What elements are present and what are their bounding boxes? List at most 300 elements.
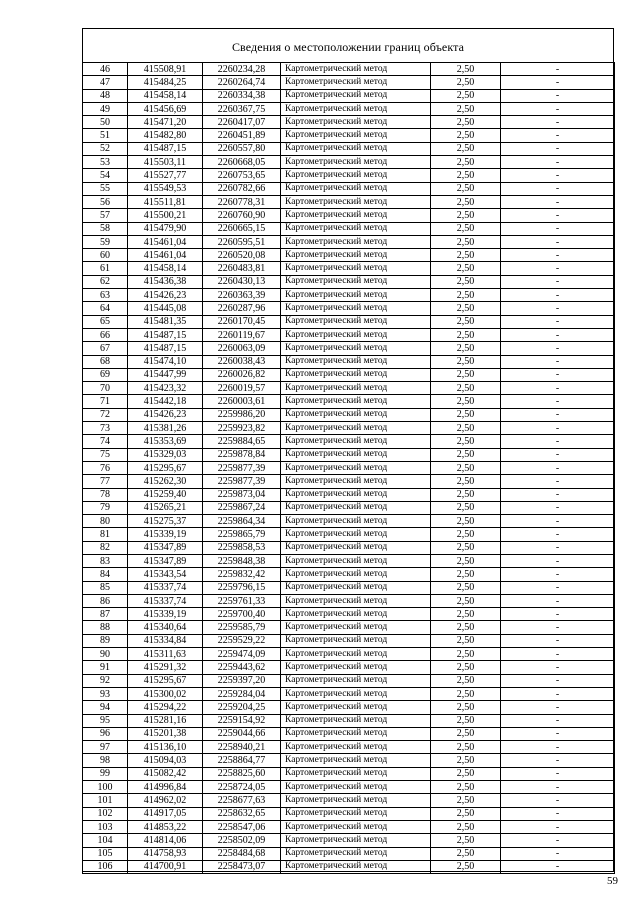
table-row (83, 382, 615, 395)
x-coordinate-cell: 415423,32 (128, 382, 203, 395)
x-coordinate-cell: 414853,22 (128, 820, 203, 833)
description-cell: - (501, 834, 615, 847)
table-row (83, 554, 615, 567)
description-cell: - (501, 687, 615, 700)
method-cell: Картометрический метод (281, 235, 431, 248)
x-coordinate-cell: 415300,02 (128, 687, 203, 700)
y-coordinate-cell: 2260026,82 (203, 368, 281, 381)
x-coordinate-cell: 415549,53 (128, 182, 203, 195)
method-cell: Картометрический метод (281, 156, 431, 169)
point-number-cell: 76 (83, 461, 128, 474)
method-cell: Картометрический метод (281, 142, 431, 155)
point-number-cell: 58 (83, 222, 128, 235)
description-cell: - (501, 315, 615, 328)
y-coordinate-cell: 2260367,75 (203, 102, 281, 115)
point-number-cell: 50 (83, 116, 128, 129)
table-row (83, 488, 615, 501)
description-cell: - (501, 328, 615, 341)
accuracy-cell: 2,50 (431, 541, 501, 554)
x-coordinate-cell: 415479,90 (128, 222, 203, 235)
y-coordinate-cell: 2260287,96 (203, 302, 281, 315)
description-cell: - (501, 820, 615, 833)
point-number-cell: 65 (83, 315, 128, 328)
method-cell: Картометрический метод (281, 169, 431, 182)
method-cell: Картометрический метод (281, 794, 431, 807)
accuracy-cell: 2,50 (431, 661, 501, 674)
accuracy-cell: 2,50 (431, 448, 501, 461)
point-number-cell: 52 (83, 142, 128, 155)
y-coordinate-cell: 2259761,33 (203, 594, 281, 607)
y-coordinate-cell: 2260003,61 (203, 395, 281, 408)
description-cell: - (501, 195, 615, 208)
point-number-cell: 66 (83, 328, 128, 341)
table-row (83, 142, 615, 155)
table-row (83, 422, 615, 435)
table-row (83, 461, 615, 474)
table-row (83, 249, 615, 262)
y-coordinate-cell: 2260119,67 (203, 328, 281, 341)
accuracy-cell: 2,50 (431, 195, 501, 208)
accuracy-cell: 2,50 (431, 102, 501, 115)
table-row (83, 116, 615, 129)
point-number-cell: 70 (83, 382, 128, 395)
method-cell: Картометрический метод (281, 767, 431, 780)
method-cell: Картометрический метод (281, 847, 431, 860)
x-coordinate-cell: 415442,18 (128, 395, 203, 408)
table-row (83, 408, 615, 421)
point-number-cell: 71 (83, 395, 128, 408)
method-cell: Картометрический метод (281, 820, 431, 833)
method-cell: Картометрический метод (281, 674, 431, 687)
description-cell: - (501, 249, 615, 262)
point-number-cell: 63 (83, 289, 128, 302)
description-cell: - (501, 554, 615, 567)
method-cell: Картометрический метод (281, 834, 431, 847)
x-coordinate-cell: 415436,38 (128, 275, 203, 288)
description-cell: - (501, 475, 615, 488)
description-cell: - (501, 395, 615, 408)
point-number-cell: 93 (83, 687, 128, 700)
method-cell: Картометрический метод (281, 209, 431, 222)
point-number-cell: 88 (83, 621, 128, 634)
method-cell: Картометрический метод (281, 315, 431, 328)
accuracy-cell: 2,50 (431, 528, 501, 541)
y-coordinate-cell: 2259877,39 (203, 475, 281, 488)
x-coordinate-cell: 414814,06 (128, 834, 203, 847)
x-coordinate-cell: 414758,93 (128, 847, 203, 860)
point-number-cell: 49 (83, 102, 128, 115)
description-cell: - (501, 581, 615, 594)
x-coordinate-cell: 415340,64 (128, 621, 203, 634)
y-coordinate-cell: 2260038,43 (203, 355, 281, 368)
table-row (83, 528, 615, 541)
method-cell: Картометрический метод (281, 302, 431, 315)
x-coordinate-cell: 415295,67 (128, 461, 203, 474)
method-cell: Картометрический метод (281, 581, 431, 594)
point-number-cell: 60 (83, 249, 128, 262)
y-coordinate-cell: 2259848,38 (203, 554, 281, 567)
y-coordinate-cell: 2259204,25 (203, 701, 281, 714)
table-row (83, 302, 615, 315)
method-cell: Картометрический метод (281, 76, 431, 89)
method-cell: Картометрический метод (281, 422, 431, 435)
accuracy-cell: 2,50 (431, 714, 501, 727)
method-cell: Картометрический метод (281, 63, 431, 76)
x-coordinate-cell: 415275,37 (128, 515, 203, 528)
accuracy-cell: 2,50 (431, 648, 501, 661)
x-coordinate-cell: 415311,63 (128, 648, 203, 661)
method-cell: Картометрический метод (281, 634, 431, 647)
description-cell: - (501, 621, 615, 634)
accuracy-cell: 2,50 (431, 262, 501, 275)
accuracy-cell: 2,50 (431, 302, 501, 315)
accuracy-cell: 2,50 (431, 781, 501, 794)
x-coordinate-cell: 415339,19 (128, 608, 203, 621)
description-cell: - (501, 422, 615, 435)
description-cell: - (501, 847, 615, 860)
method-cell: Картометрический метод (281, 275, 431, 288)
method-cell: Картометрический метод (281, 528, 431, 541)
y-coordinate-cell: 2260665,15 (203, 222, 281, 235)
method-cell: Картометрический метод (281, 182, 431, 195)
method-cell: Картометрический метод (281, 741, 431, 754)
description-cell: - (501, 528, 615, 541)
accuracy-cell: 2,50 (431, 129, 501, 142)
description-cell: - (501, 142, 615, 155)
accuracy-cell: 2,50 (431, 581, 501, 594)
y-coordinate-cell: 2260668,05 (203, 156, 281, 169)
table-row (83, 687, 615, 700)
table-row (83, 195, 615, 208)
accuracy-cell: 2,50 (431, 860, 501, 873)
accuracy-cell: 2,50 (431, 594, 501, 607)
description-cell: - (501, 89, 615, 102)
description-cell: - (501, 515, 615, 528)
description-cell: - (501, 382, 615, 395)
accuracy-cell: 2,50 (431, 182, 501, 195)
description-cell: - (501, 408, 615, 421)
description-cell: - (501, 182, 615, 195)
table-row (83, 475, 615, 488)
table-row (83, 129, 615, 142)
table-row (83, 342, 615, 355)
x-coordinate-cell: 415527,77 (128, 169, 203, 182)
x-coordinate-cell: 414962,02 (128, 794, 203, 807)
description-cell: - (501, 116, 615, 129)
accuracy-cell: 2,50 (431, 368, 501, 381)
accuracy-cell: 2,50 (431, 169, 501, 182)
x-coordinate-cell: 415082,42 (128, 767, 203, 780)
method-cell: Картометрический метод (281, 568, 431, 581)
description-cell: - (501, 129, 615, 142)
x-coordinate-cell: 415482,80 (128, 129, 203, 142)
accuracy-cell: 2,50 (431, 222, 501, 235)
x-coordinate-cell: 415201,38 (128, 727, 203, 740)
accuracy-cell: 2,50 (431, 767, 501, 780)
point-number-cell: 96 (83, 727, 128, 740)
point-number-cell: 102 (83, 807, 128, 820)
y-coordinate-cell: 2260019,57 (203, 382, 281, 395)
table-row (83, 847, 615, 860)
method-cell: Картометрический метод (281, 860, 431, 873)
point-number-cell: 89 (83, 634, 128, 647)
x-coordinate-cell: 415381,26 (128, 422, 203, 435)
accuracy-cell: 2,50 (431, 475, 501, 488)
table-row (83, 648, 615, 661)
x-coordinate-cell: 415347,89 (128, 541, 203, 554)
accuracy-cell: 2,50 (431, 63, 501, 76)
description-cell: - (501, 169, 615, 182)
point-number-cell: 105 (83, 847, 128, 860)
point-number-cell: 94 (83, 701, 128, 714)
table-row (83, 661, 615, 674)
coordinates-table (82, 62, 615, 874)
accuracy-cell: 2,50 (431, 687, 501, 700)
y-coordinate-cell: 2259858,53 (203, 541, 281, 554)
x-coordinate-cell: 414917,05 (128, 807, 203, 820)
point-number-cell: 106 (83, 860, 128, 873)
description-cell: - (501, 488, 615, 501)
table-row (83, 102, 615, 115)
y-coordinate-cell: 2260520,08 (203, 249, 281, 262)
description-cell: - (501, 568, 615, 581)
table-row (83, 289, 615, 302)
table-row (83, 860, 615, 873)
description-cell: - (501, 302, 615, 315)
description-cell: - (501, 209, 615, 222)
description-cell: - (501, 701, 615, 714)
table-row (83, 209, 615, 222)
y-coordinate-cell: 2259878,84 (203, 448, 281, 461)
point-number-cell: 98 (83, 754, 128, 767)
accuracy-cell: 2,50 (431, 422, 501, 435)
method-cell: Картометрический метод (281, 554, 431, 567)
x-coordinate-cell: 415353,69 (128, 435, 203, 448)
table-row (83, 63, 615, 76)
point-number-cell: 83 (83, 554, 128, 567)
point-number-cell: 62 (83, 275, 128, 288)
document-frame (82, 28, 614, 872)
accuracy-cell: 2,50 (431, 435, 501, 448)
method-cell: Картометрический метод (281, 89, 431, 102)
y-coordinate-cell: 2260451,89 (203, 129, 281, 142)
method-cell: Картометрический метод (281, 541, 431, 554)
method-cell: Картометрический метод (281, 608, 431, 621)
table-row (83, 608, 615, 621)
accuracy-cell: 2,50 (431, 382, 501, 395)
table-row (83, 501, 615, 514)
y-coordinate-cell: 2259873,04 (203, 488, 281, 501)
table-row (83, 727, 615, 740)
description-cell: - (501, 262, 615, 275)
x-coordinate-cell: 415295,67 (128, 674, 203, 687)
accuracy-cell: 2,50 (431, 515, 501, 528)
y-coordinate-cell: 2259986,20 (203, 408, 281, 421)
accuracy-cell: 2,50 (431, 342, 501, 355)
y-coordinate-cell: 2258632,65 (203, 807, 281, 820)
point-number-cell: 67 (83, 342, 128, 355)
point-number-cell: 54 (83, 169, 128, 182)
table-row (83, 156, 615, 169)
y-coordinate-cell: 2259585,79 (203, 621, 281, 634)
method-cell: Картометрический метод (281, 448, 431, 461)
x-coordinate-cell: 415445,08 (128, 302, 203, 315)
accuracy-cell: 2,50 (431, 315, 501, 328)
table-row (83, 568, 615, 581)
method-cell: Картометрический метод (281, 435, 431, 448)
accuracy-cell: 2,50 (431, 807, 501, 820)
point-number-cell: 48 (83, 89, 128, 102)
x-coordinate-cell: 414700,91 (128, 860, 203, 873)
section-title: Сведения о местоположении границ объекта (231, 40, 465, 54)
point-number-cell: 57 (83, 209, 128, 222)
description-cell: - (501, 754, 615, 767)
y-coordinate-cell: 2258484,68 (203, 847, 281, 860)
accuracy-cell: 2,50 (431, 142, 501, 155)
table-row (83, 781, 615, 794)
y-coordinate-cell: 2259397,20 (203, 674, 281, 687)
y-coordinate-cell: 2260760,90 (203, 209, 281, 222)
accuracy-cell: 2,50 (431, 847, 501, 860)
table-row (83, 275, 615, 288)
y-coordinate-cell: 2259867,24 (203, 501, 281, 514)
table-row (83, 76, 615, 89)
y-coordinate-cell: 2259923,82 (203, 422, 281, 435)
method-cell: Картометрический метод (281, 355, 431, 368)
accuracy-cell: 2,50 (431, 501, 501, 514)
description-cell: - (501, 342, 615, 355)
x-coordinate-cell: 415281,16 (128, 714, 203, 727)
method-cell: Картометрический метод (281, 727, 431, 740)
accuracy-cell: 2,50 (431, 76, 501, 89)
point-number-cell: 68 (83, 355, 128, 368)
y-coordinate-cell: 2260363,39 (203, 289, 281, 302)
description-cell: - (501, 76, 615, 89)
accuracy-cell: 2,50 (431, 209, 501, 222)
accuracy-cell: 2,50 (431, 235, 501, 248)
x-coordinate-cell: 415481,35 (128, 315, 203, 328)
y-coordinate-cell: 2258547,06 (203, 820, 281, 833)
x-coordinate-cell: 415474,10 (128, 355, 203, 368)
table-row (83, 594, 615, 607)
table-row (83, 741, 615, 754)
accuracy-cell: 2,50 (431, 727, 501, 740)
table-row (83, 634, 615, 647)
method-cell: Картометрический метод (281, 289, 431, 302)
y-coordinate-cell: 2259796,15 (203, 581, 281, 594)
y-coordinate-cell: 2259154,92 (203, 714, 281, 727)
point-number-cell: 53 (83, 156, 128, 169)
table-row (83, 674, 615, 687)
description-cell: - (501, 461, 615, 474)
description-cell: - (501, 714, 615, 727)
table-row (83, 182, 615, 195)
accuracy-cell: 2,50 (431, 820, 501, 833)
accuracy-cell: 2,50 (431, 794, 501, 807)
x-coordinate-cell: 415503,11 (128, 156, 203, 169)
description-cell: - (501, 541, 615, 554)
y-coordinate-cell: 2259700,40 (203, 608, 281, 621)
table-row (83, 262, 615, 275)
table-row (83, 515, 615, 528)
table-row (83, 235, 615, 248)
x-coordinate-cell: 415471,20 (128, 116, 203, 129)
point-number-cell: 84 (83, 568, 128, 581)
description-cell: - (501, 235, 615, 248)
y-coordinate-cell: 2258940,21 (203, 741, 281, 754)
x-coordinate-cell: 415461,04 (128, 235, 203, 248)
method-cell: Картометрический метод (281, 648, 431, 661)
x-coordinate-cell: 415508,91 (128, 63, 203, 76)
point-number-cell: 79 (83, 501, 128, 514)
y-coordinate-cell: 2258864,77 (203, 754, 281, 767)
accuracy-cell: 2,50 (431, 568, 501, 581)
method-cell: Картометрический метод (281, 222, 431, 235)
description-cell: - (501, 222, 615, 235)
method-cell: Картометрический метод (281, 754, 431, 767)
y-coordinate-cell: 2260557,80 (203, 142, 281, 155)
point-number-cell: 91 (83, 661, 128, 674)
accuracy-cell: 2,50 (431, 289, 501, 302)
y-coordinate-cell: 2258473,07 (203, 860, 281, 873)
x-coordinate-cell: 415487,15 (128, 328, 203, 341)
method-cell: Картометрический метод (281, 382, 431, 395)
x-coordinate-cell: 415456,69 (128, 102, 203, 115)
point-number-cell: 90 (83, 648, 128, 661)
table-row (83, 355, 615, 368)
point-number-cell: 55 (83, 182, 128, 195)
accuracy-cell: 2,50 (431, 488, 501, 501)
table-row (83, 368, 615, 381)
method-cell: Картометрический метод (281, 687, 431, 700)
point-number-cell: 80 (83, 515, 128, 528)
x-coordinate-cell: 415337,74 (128, 594, 203, 607)
x-coordinate-cell: 415294,22 (128, 701, 203, 714)
description-cell: - (501, 807, 615, 820)
point-number-cell: 82 (83, 541, 128, 554)
method-cell: Картометрический метод (281, 368, 431, 381)
y-coordinate-cell: 2260063,09 (203, 342, 281, 355)
description-cell: - (501, 741, 615, 754)
method-cell: Картометрический метод (281, 395, 431, 408)
y-coordinate-cell: 2260334,38 (203, 89, 281, 102)
description-cell: - (501, 368, 615, 381)
description-cell: - (501, 435, 615, 448)
method-cell: Картометрический метод (281, 102, 431, 115)
x-coordinate-cell: 415265,21 (128, 501, 203, 514)
y-coordinate-cell: 2260264,74 (203, 76, 281, 89)
x-coordinate-cell: 415291,32 (128, 661, 203, 674)
y-coordinate-cell: 2260234,28 (203, 63, 281, 76)
accuracy-cell: 2,50 (431, 621, 501, 634)
accuracy-cell: 2,50 (431, 701, 501, 714)
x-coordinate-cell: 415426,23 (128, 289, 203, 302)
table-row (83, 820, 615, 833)
table-row (83, 328, 615, 341)
point-number-cell: 51 (83, 129, 128, 142)
accuracy-cell: 2,50 (431, 408, 501, 421)
method-cell: Картометрический метод (281, 129, 431, 142)
x-coordinate-cell: 415347,89 (128, 554, 203, 567)
y-coordinate-cell: 2259832,42 (203, 568, 281, 581)
point-number-cell: 61 (83, 262, 128, 275)
point-number-cell: 97 (83, 741, 128, 754)
accuracy-cell: 2,50 (431, 674, 501, 687)
method-cell: Картометрический метод (281, 488, 431, 501)
description-cell: - (501, 767, 615, 780)
point-number-cell: 64 (83, 302, 128, 315)
x-coordinate-cell: 415487,15 (128, 342, 203, 355)
